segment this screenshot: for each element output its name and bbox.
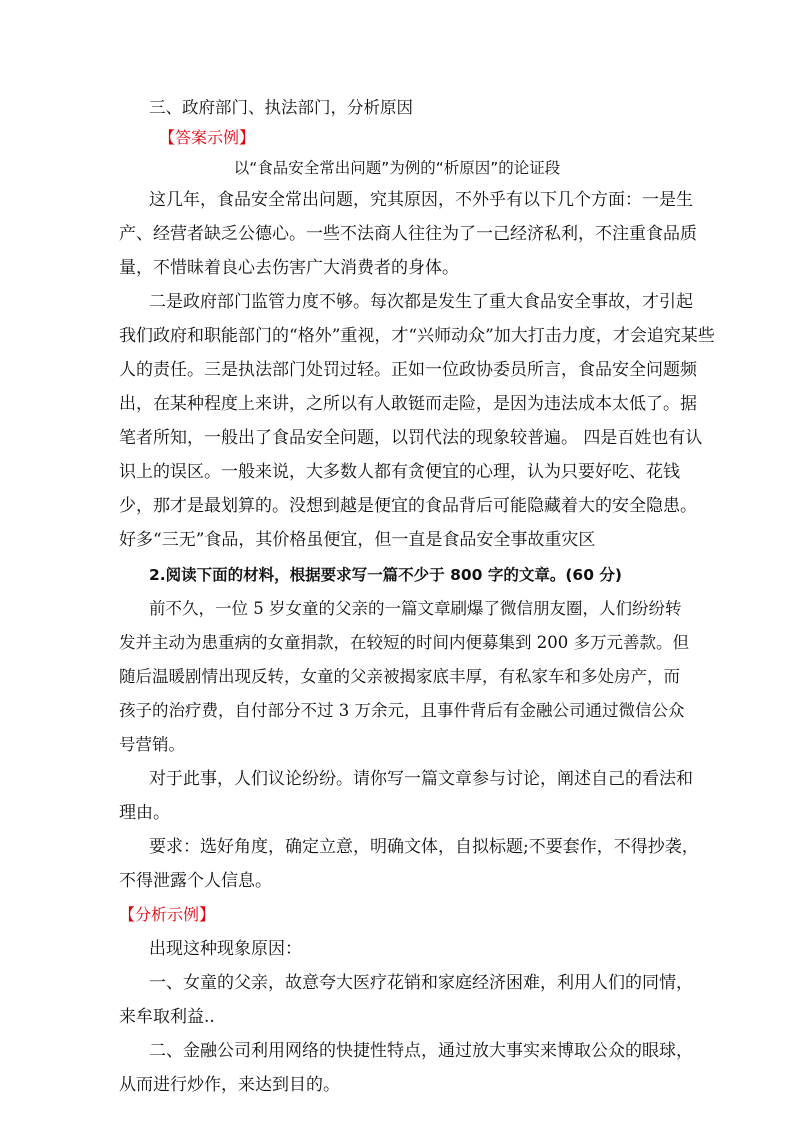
para2-line: 我们政府和职能部门的“格外”重视，才“兴师动众”加大打击力度，才会追究某些 [119, 326, 715, 346]
para1-line: 量，不惜昧着良心去伤害广大消费者的身体。 [119, 258, 459, 278]
reason2-line: 二、金融公司利用网络的快捷性特点，通过放大事实来博取公众的眼球， [149, 1041, 693, 1061]
para2-line: 笔者所知，一般出了食品安全问题，以罚代法的现象较普遍。 四是百姓也有认 [119, 428, 703, 448]
reason1-line: 一、女童的父亲，故意夸大医疗花销和家庭经济困难，利用人们的同情， [149, 973, 693, 993]
para1-line: 产、经营者缺乏公德心。一些不法商人往往为了一己经济私利，不注重食品质 [119, 224, 697, 244]
requirement-line: 不得泄露个人信息。 [119, 871, 272, 891]
para2-line: 二是政府部门监管力度不够。每次都是发生了重大食品安全事故，才引起 [149, 292, 693, 312]
requirement-line: 要求：选好角度，确定立意，明确文体，自拟标题;不要套作，不得抄袭， [149, 837, 699, 857]
para2-line: 出，在某种程度上来讲，之所以有人敢铤而走险，是因为违法成本太低了。据 [119, 394, 697, 414]
discussion-line: 对于此事，人们议论纷纷。请你写一篇文章参与讨论，阐述自己的看法和 [149, 769, 693, 789]
para2-line: 好多“三无”食品，其价格虽便宜，但一直是食品安全事故重灾区 [119, 530, 596, 550]
analysis-example-label: 【分析示例】 [119, 905, 216, 924]
reason-intro: 出现这种现象原因： [149, 939, 302, 959]
discussion-line: 理由。 [119, 803, 170, 823]
material-line: 号营销。 [119, 735, 185, 754]
essay-title: 以“食品安全常出问题”为例的“析原因”的论证段 [233, 159, 561, 177]
section-heading: 三、政府部门、执法部门，分析原因 [149, 98, 413, 117]
para2-line: 人的责任。三是执法部门处罚过轻。正如一位政协委员所言，食品安全问题频 [119, 360, 697, 380]
para2-line: 少，那才是最划算的。没想到越是便宜的食品背后可能隐藏着大的安全隐患。 [119, 496, 697, 516]
para1-line: 这几年，食品安全常出问题，究其原因，不外乎有以下几个方面：一是生 [149, 190, 693, 210]
answer-example-label: 【答案示例】 [159, 128, 256, 147]
question-2-prompt: 2.阅读下面的材料，根据要求写一篇不少于 800 字的文章。(60 分) [149, 566, 622, 584]
para2-line: 识上的误区。一般来说，大多数人都有贪便宜的心理，认为只要好吃、花钱 [119, 462, 680, 482]
reason1-line: 来牟取利益.. [119, 1007, 215, 1027]
material-line: 随后温暖剧情出现反转，女童的父亲被揭家底丰厚，有私家车和多处房产，而 [119, 667, 680, 686]
material-line: 孩子的治疗费，自付部分不过 3 万余元，且事件背后有金融公司通过微信公众 [119, 701, 685, 720]
reason2-line: 从而进行炒作，来达到目的。 [119, 1075, 340, 1095]
material-line: 发并主动为患重病的女童捐款，在较短的时间内便募集到 200 多万元善款。但 [119, 633, 689, 652]
material-line: 前不久，一位 5 岁女童的父亲的一篇文章刷爆了微信朋友圈，人们纷纷转 [149, 599, 682, 618]
